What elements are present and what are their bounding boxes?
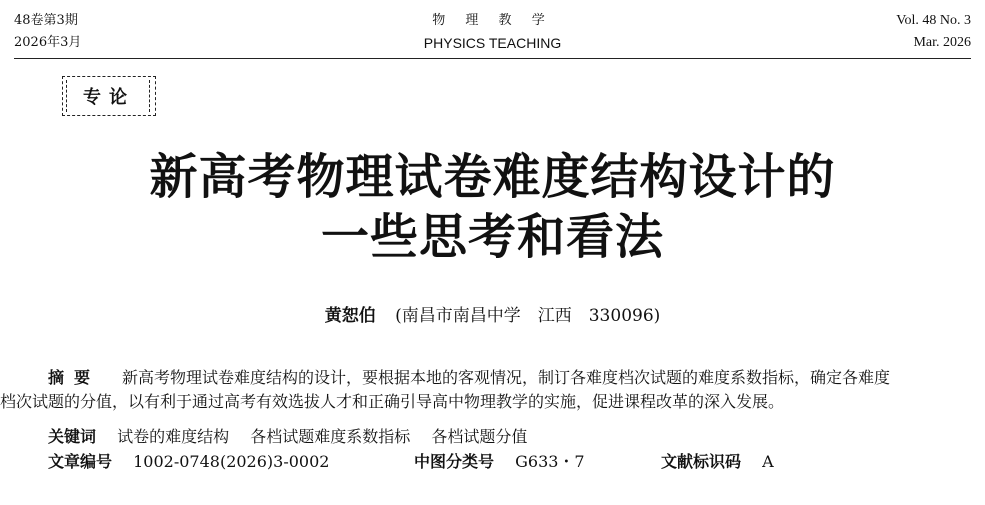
header-divider: [14, 58, 971, 59]
journal-title-cn: 物 理 教 学: [432, 13, 553, 28]
document-code-value: A: [762, 452, 774, 471]
keyword-item: 试卷的难度结构: [117, 427, 230, 446]
author-name: 黄恕伯: [324, 306, 376, 326]
article-number: [48, 450, 329, 474]
article-number-label: 文章编号: [48, 452, 113, 471]
clc-label: 中图分类号: [414, 452, 495, 471]
document-code: [661, 450, 774, 474]
journal-title-en: PHYSICS TEACHING: [423, 35, 562, 51]
abstract-label: 摘要: [48, 368, 101, 387]
article-title-line-1: 新高考物理试卷难度结构设计的: [149, 149, 836, 205]
volume-en: Vol. 48 No. 3: [896, 13, 971, 28]
document-code-label: 文献标识码: [661, 452, 742, 471]
article-title-line-2: 一些思考和看法: [320, 209, 664, 265]
clc-number: [414, 450, 585, 474]
keywords-label: 关键词: [48, 427, 97, 446]
section-label: 专论: [62, 76, 156, 116]
date-cn: 2026年3月: [14, 35, 82, 50]
volume-cn: 48卷第3期: [14, 13, 78, 28]
issue-info-en: [896, 10, 971, 54]
keyword-item: 各档试题分值: [431, 427, 528, 446]
abstract-text-1: 新高考物理试卷难度结构的设计，要根据本地的客观情况，制订各难度档次试题的难度系数指标，确定各难度: [122, 368, 891, 387]
abstract-text-2: 档次试题的分值，以有利于通过高考有效选拔人才和正确引导高中物理教学的实施，促进课程改革的深入发展。: [0, 392, 785, 411]
abstract: [0, 366, 976, 414]
author-line: [0, 303, 985, 329]
keyword-item: 各档试题难度系数指标: [250, 427, 411, 446]
author-affiliation: (南昌市南昌中学 江西 330096): [395, 306, 661, 326]
journal-name: [0, 10, 985, 54]
abstract-line-1: [48, 366, 976, 390]
date-en: Mar. 2026: [913, 35, 971, 50]
article-number-value: 1002-0748(2026)3-0002: [133, 452, 330, 471]
clc-value: G633・7: [515, 452, 585, 471]
keywords: [48, 425, 543, 449]
